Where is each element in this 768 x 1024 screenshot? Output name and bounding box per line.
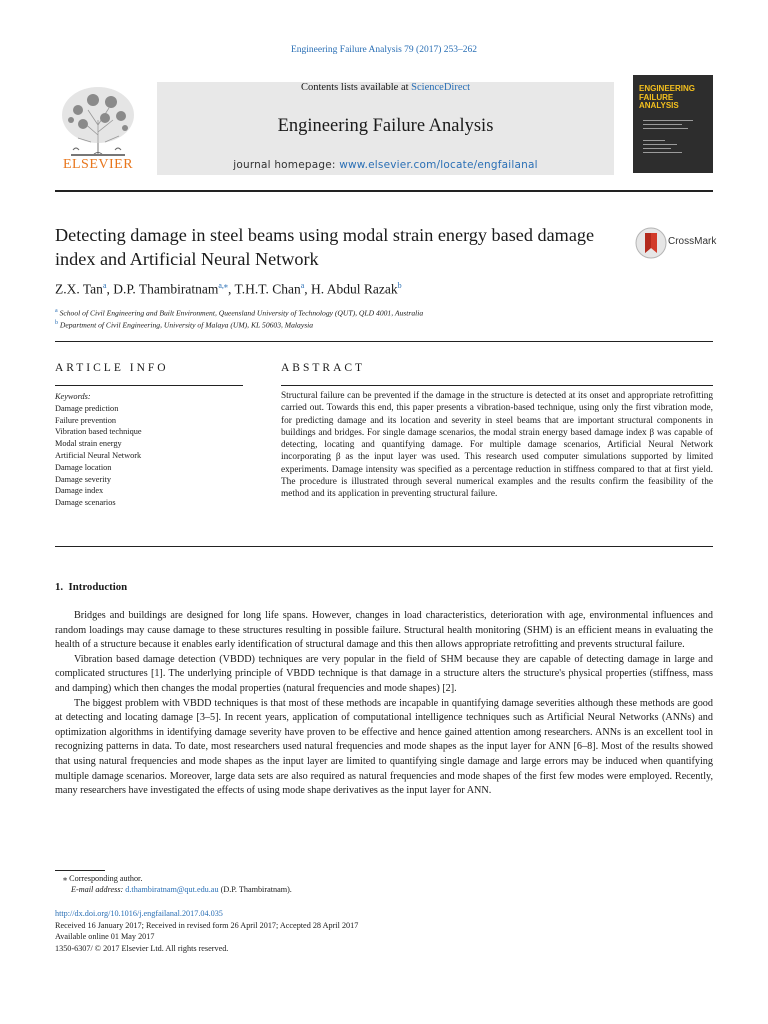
affiliation-a-sup: a — [55, 308, 58, 314]
keyword: Failure prevention — [55, 415, 117, 425]
corresponding-author-note: ⁎ Corresponding author. — [63, 874, 143, 883]
author-2-sup: a,⁎ — [218, 281, 228, 290]
paragraph: The biggest problem with VBDD techniques is that most of these methods are incapable in quantifying damage severities although these methods are good at detecting and locating damage [3–5]. In recent years, application of computational intelligence techniques such as Artificial Neural Networks (ANNs) and optimization algorithms in identifying damage severity have proven to be effective and hence gained attention among researchers. ANNs is an excellent tool in recognizing patterns in data. To date, most researchers used natural frequencies and mode shapes as the input layer for ANN [6–8]. Most of the results showed that using natural frequencies and mode shapes as the input layer are limited to quantifying single damage and large errors may be induced when quantifying multiple damage scenarios. Moreover, large data sets are also required as natural frequencies and mode shapes of the first few modes were employed. Recently, many researchers have investigated the effects of using mode shape derivatives as the input layer for ANN. — [55, 697, 713, 797]
article-title: Detecting damage in steel beams using modal strain energy based damage index and Artificial Neural Network — [55, 225, 595, 269]
keyword: Damage scenarios — [55, 498, 116, 508]
journal-homepage — [157, 159, 614, 171]
publisher-logo-text: ELSEVIER — [62, 157, 134, 172]
contents-line — [157, 82, 614, 93]
keyword: Damage severity — [55, 474, 111, 484]
crossmark-label[interactable]: CrossMark — [668, 236, 717, 247]
author-3-sup: a — [300, 281, 305, 290]
section-number: 1. — [55, 581, 64, 593]
keyword: Damage index — [55, 486, 104, 496]
author-4-sup: b — [397, 281, 402, 290]
author-list: Z.X. Tan$^a$, D.P. Thambiratnam$^{a,⁎}$, T.H.T. Chan$^a$, H. Abdul Razak$^b$ — [55, 281, 402, 297]
author-1[interactable]: Z.X. Tan — [55, 281, 103, 297]
abstract-text: Structural failure can be prevented if the damage in the structure is detected at its onset and appropriate retrofitting carried out. Towards this end, this paper presents a vibration-based technique, using only the first vibration mode, for predicting damage and its location and severity in steel beams that are important structural components in buildings and bridges. For single damage scenarios, the modal strain energy based damage index β was capable of detecting, locating and quantifying damage. For multiple damage scenarios, Artificial Neural Network incorporating β as the input layer was used. This research used computer simulations supported by limited experiments. Damage intensity was specified as a percentage reduction in stiffness compared to that at first yield. The procedure is illustrated through several numerical examples and the results confirm the feasibility of the method and its application in preventing structural failure. — [281, 391, 713, 500]
abstract-bottom-rule — [55, 546, 713, 547]
crossmark-icon[interactable] — [635, 227, 667, 259]
email-suffix: (D.P. Thambiratnam). — [220, 885, 292, 894]
affiliation-rule — [55, 341, 713, 342]
affiliation-a — [55, 308, 423, 318]
keyword: Vibration based technique — [55, 427, 142, 437]
keywords-label: Keywords: — [55, 392, 91, 401]
journal-title: Engineering Failure Analysis — [277, 116, 494, 136]
online-date: Available online 01 May 2017 — [55, 932, 155, 941]
homepage-link[interactable]: www.elsevier.com/locate/engfailanal — [339, 159, 538, 171]
affiliation-a-text: School of Civil Engineering and Built Environment, Queensland University of Technology (QUT), QLD 4001, Australia — [59, 308, 424, 318]
homepage-label: journal homepage: — [233, 159, 336, 171]
header-rule — [55, 190, 713, 192]
section-title: Introduction — [68, 581, 128, 593]
cover-title: ENGINEERING FAILURE ANALYSIS — [639, 84, 696, 110]
abstract-rule — [281, 385, 713, 386]
abstract-heading: ABSTRACT — [281, 362, 366, 374]
keyword: Modal strain energy — [55, 439, 122, 449]
email-note — [71, 885, 292, 894]
introduction-heading — [55, 581, 127, 593]
keyword: Artificial Neural Network — [55, 450, 142, 460]
cover-text-lines-2 — [643, 137, 699, 156]
author-1-sup: a — [102, 281, 107, 290]
affiliation-b-text: Department of Civil Engineering, University of Malaya (UM), KL 50603, Malaysia — [59, 320, 314, 330]
footnote-rule — [55, 870, 105, 871]
email-label: E-mail address: — [71, 885, 124, 894]
author-3[interactable]: T.H.T. Chan — [234, 281, 301, 297]
journal-reference[interactable]: Engineering Failure Analysis 79 (2017) 253–262 — [290, 45, 477, 55]
received-dates: Received 16 January 2017; Received in revised form 26 April 2017; Accepted 28 April 2017 — [55, 920, 359, 930]
journal-cover-image[interactable] — [633, 75, 713, 173]
article-info-rule — [55, 385, 243, 386]
email-link[interactable]: d.thambiratnam@qut.edu.au — [125, 885, 219, 894]
paragraph: Bridges and buildings are designed for long life spans. However, changes in load characteristics, deterioration with age, environmental influences and random loadings may cause damage to these structures resulting in possible failure. Structural health monitoring (SHM) is an efficient means in evaluating the health of a structure because it enables early identification of structural damage and this then allows appropriate retrofitting and prevents structural failure. — [55, 610, 713, 651]
keywords-list — [55, 391, 142, 509]
doi-link[interactable]: http://dx.doi.org/10.1016/j.engfailanal.2017.04.035 — [55, 909, 223, 918]
contents-prefix: Contents lists available at — [300, 82, 409, 93]
cover-text-lines — [643, 117, 699, 132]
article-info-heading: ARTICLE INFO — [55, 362, 169, 374]
publication-info — [55, 908, 358, 954]
copyright: 1350-6307/ © 2017 Elsevier Ltd. All rights reserved. — [55, 943, 229, 953]
introduction-body — [55, 609, 713, 799]
keyword: Damage location — [55, 462, 112, 472]
paragraph: Vibration based damage detection (VBDD) techniques are very popular in the field of SHM because they are capable of detecting damage in large and complicated structures [1]. The underlying principle of VBDD technique is that damage in a structure alters the structure's physical properties (stiffness, mass and damping) which then changes the modal properties (natural frequencies and mode shapes) [2]. — [55, 653, 713, 694]
keyword: Damage prediction — [55, 403, 119, 413]
author-4[interactable]: H. Abdul Razak — [311, 281, 398, 297]
author-2[interactable]: D.P. Thambiratnam — [113, 281, 219, 297]
affiliation-b-sup: b — [55, 320, 58, 326]
affiliation-b — [55, 320, 313, 330]
sciencedirect-link[interactable]: ScienceDirect — [411, 82, 471, 93]
